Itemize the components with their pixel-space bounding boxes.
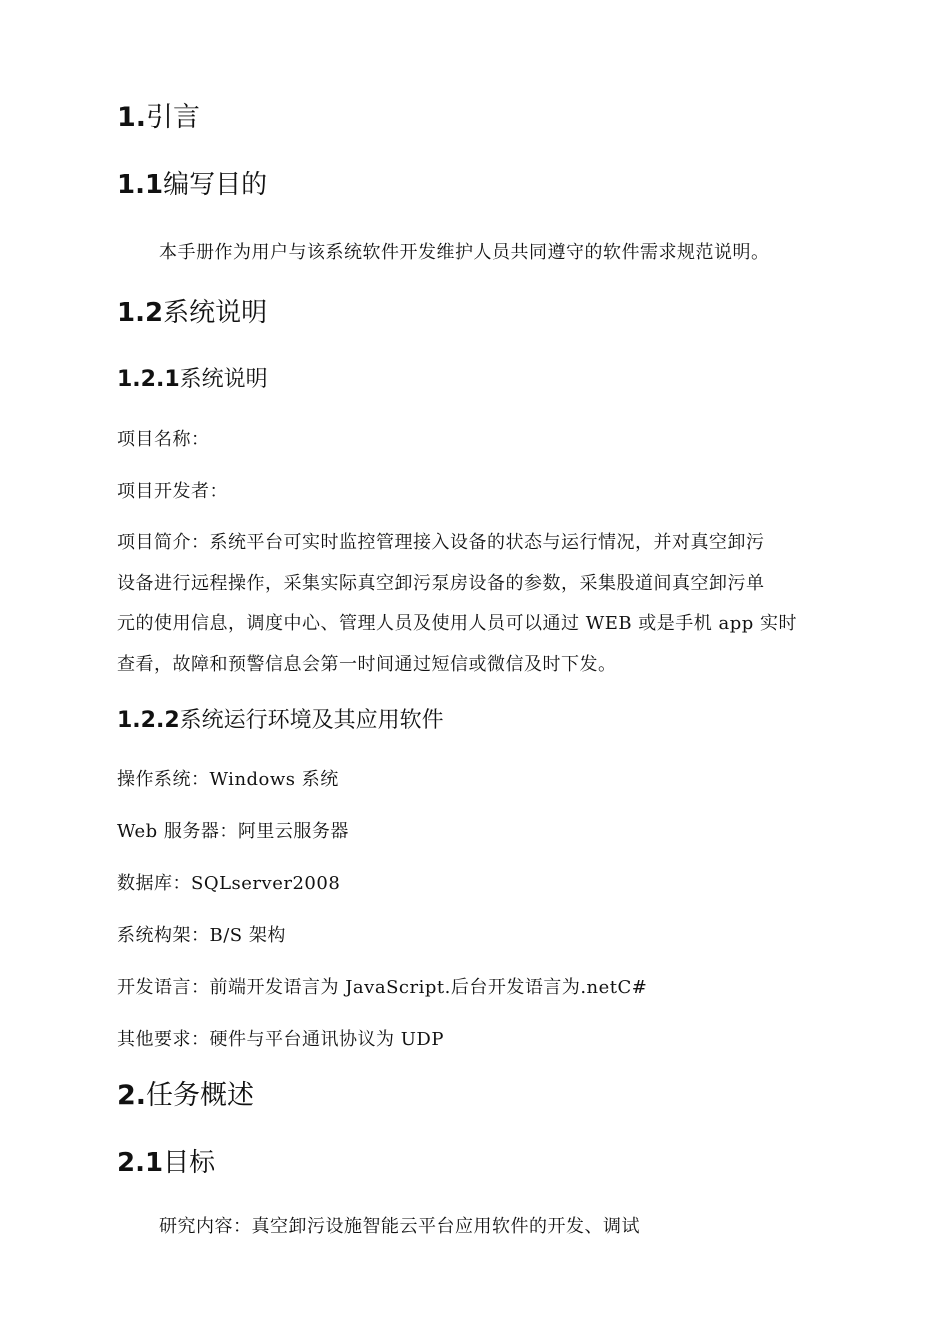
purpose-paragraph: 本手册作为用户与该系统软件开发维护人员共同遵守的软件需求规范说明。: [159, 242, 770, 263]
heading-1: [117, 95, 200, 134]
intro-line: 项目简介：系统平台可实时监控管理接入设备的状态与运行情况，并对真空卸污: [117, 532, 765, 553]
intro-line: 查看，故障和预警信息会第一时间通过短信或微信及时下发。: [117, 653, 617, 675]
intro-line: 设备进行远程操作，采集实际真空卸污泵房设备的参数，采集股道间真空卸污单: [117, 572, 765, 594]
heading-number: 2.: [117, 1080, 147, 1111]
env-web-server: Web 服务器：阿里云服务器: [117, 821, 349, 842]
heading-number: 1.2.1: [117, 367, 180, 392]
heading-title: 系统运行环境及其应用软件: [179, 708, 444, 733]
env-database: 数据库：SQLserver2008: [117, 873, 341, 894]
heading-2: [117, 1073, 254, 1112]
heading-number: 1.2.2: [117, 708, 180, 733]
heading-title: 系统说明: [179, 367, 268, 392]
heading-title: 目标: [163, 1148, 216, 1178]
env-architecture: 系统构架：B/S 架构: [117, 925, 286, 946]
env-language: 开发语言：前端开发语言为 JavaScript.后台开发语言为.netC#: [117, 977, 648, 998]
heading-title: 编写目的: [163, 170, 268, 200]
heading-title: 任务概述: [146, 1080, 255, 1111]
heading-title: 系统说明: [163, 298, 268, 328]
env-os: 操作系统：Windows 系统: [117, 769, 339, 790]
heading-1-2: [117, 292, 267, 329]
project-developer: 项目开发者：: [117, 481, 228, 502]
heading-1-2-1: [117, 362, 268, 393]
project-intro-paragraph: [117, 523, 833, 685]
heading-number: 1.1: [117, 170, 164, 200]
heading-number: 1.2: [117, 298, 164, 328]
heading-number: 2.1: [117, 1148, 164, 1178]
intro-line: 元的使用信息，调度中心、管理人员及使用人员可以通过 WEB 或是手机 app 实时: [117, 613, 798, 634]
research-content: 研究内容：真空卸污设施智能云平台应用软件的开发、调试: [159, 1216, 640, 1237]
heading-2-1: [117, 1142, 215, 1179]
env-other: 其他要求：硬件与平台通讯协议为 UDP: [117, 1029, 444, 1050]
heading-number: 1.: [117, 102, 147, 133]
heading-title: 引言: [146, 102, 201, 133]
heading-1-1: [117, 164, 267, 201]
project-name: 项目名称：: [117, 429, 210, 450]
heading-1-2-2: [117, 703, 444, 734]
